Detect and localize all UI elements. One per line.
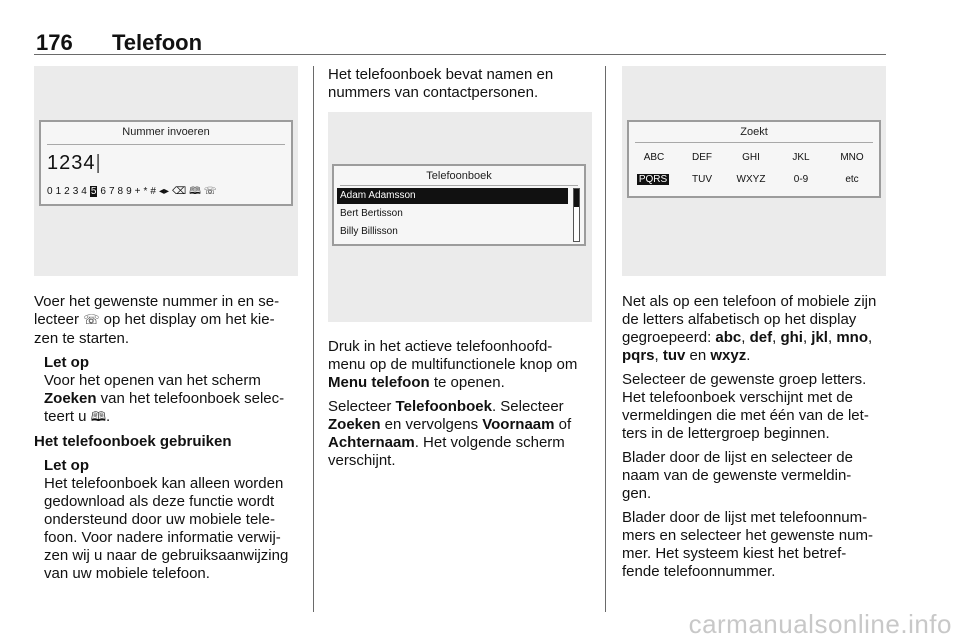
key[interactable]: 2: [64, 186, 70, 197]
text-line: lecteer: [34, 311, 80, 328]
text-line: foon. Voor nadere informatie verwij-: [44, 529, 281, 546]
subsection-heading: Het telefoonboek gebruiken: [34, 433, 232, 450]
key[interactable]: 5: [90, 186, 97, 197]
list-item[interactable]: Bert Bertisson: [340, 208, 403, 219]
letter-group[interactable]: JKL: [792, 152, 810, 163]
letter-group[interactable]: etc: [845, 174, 859, 185]
column-2-intro: [328, 66, 598, 102]
text-line: fende telefoonnummer.: [622, 563, 776, 580]
text-line: of: [554, 416, 572, 433]
text-line: de letters alfabetisch op het display: [622, 311, 857, 328]
text-line: Het telefoonboek bevat namen en: [328, 66, 554, 83]
letter-group-term: jkl: [811, 329, 828, 346]
scrollbar[interactable]: [573, 188, 580, 242]
key[interactable]: 8: [117, 186, 124, 197]
scroll-thumb[interactable]: [574, 189, 579, 207]
menu-term: Achternaam: [328, 434, 415, 451]
phone-icon: ☏: [83, 313, 100, 328]
letter-group[interactable]: MNO: [840, 152, 864, 163]
text-line: Voor het openen van het scherm: [44, 372, 261, 389]
letter-group-term: pqrs: [622, 347, 655, 364]
text-line: Druk in het actieve telefoonhoofd-: [328, 338, 553, 355]
text-line: en vervolgens: [380, 416, 483, 433]
key[interactable]: *: [143, 186, 148, 197]
watermark: carmanualsonline.info: [688, 609, 952, 639]
text-line: te openen.: [429, 374, 505, 391]
key[interactable]: 0: [47, 186, 53, 197]
text-line: menu op de multifunctionele knop om: [328, 356, 578, 373]
screen-divider: [47, 144, 285, 145]
display-search: [627, 120, 881, 198]
text-line: en: [689, 347, 707, 364]
menu-term: Voornaam: [482, 416, 555, 433]
letter-group[interactable]: ABC: [643, 152, 665, 163]
text-line: Net als op een telefoon of mobiele zijn: [622, 293, 877, 310]
text-line: zen te starten.: [34, 330, 130, 347]
menu-term: Zoeken: [44, 390, 97, 407]
note-heading: Let op: [44, 354, 89, 371]
letter-group-selected[interactable]: PQRS: [638, 174, 668, 185]
display-number-entry: [39, 120, 293, 206]
text-line: gedownload als deze functie wordt: [44, 493, 275, 510]
key[interactable]: 7: [108, 186, 115, 197]
text-line: zen wij u naar de gebruiksaanwijzing: [44, 547, 289, 564]
arrows-icon[interactable]: ◂▸: [158, 186, 169, 197]
phone-icon[interactable]: ☏: [203, 186, 217, 197]
key[interactable]: #: [150, 186, 156, 197]
list-item[interactable]: Adam Adamsson: [337, 188, 568, 204]
entered-number: 1234|: [47, 152, 102, 174]
letter-group-term: tuv: [662, 347, 686, 364]
screen-title: Zoekt: [740, 126, 768, 138]
text-line: naam van de gewenste vermeldin-: [622, 467, 852, 484]
key[interactable]: 1: [55, 186, 62, 197]
text-line: ondersteund door uw mobiele tele-: [44, 511, 275, 528]
key[interactable]: 6: [100, 186, 106, 197]
letter-group[interactable]: GHI: [742, 152, 760, 163]
text-line: van uw mobiele telefoon.: [44, 565, 210, 582]
letter-group-term: ghi: [780, 329, 803, 346]
text-line: nummers van contactpersonen.: [328, 84, 539, 101]
number-keyboard: [47, 184, 219, 201]
column-2-text: [328, 338, 600, 476]
column-1-text: Voer het gewenste nummer in en se- lecteer ☏ op het display om het kie- zen te starten. Let op Voor het openen van het scherm Zoeken van het telefoonboek selec- teert u 🕮. Het telefoonboek gebruiken Let op Het telefoonboek kan alleen worden gedownload als deze functie wordt ondersteund door uw mobiele tele- foon. Voor nadere informatie verwij- zen wij u naar de gebruiksaanwijzing van uw mobiele telefoon.: [34, 293, 289, 582]
text-line: . Het volgende scherm: [414, 434, 565, 451]
menu-term: Menu telefoon: [328, 374, 430, 391]
column-divider: [313, 66, 314, 612]
text-line: vermeldingen die met één van de let-: [622, 407, 869, 424]
text-line: gen.: [622, 485, 652, 502]
key[interactable]: 4: [81, 186, 87, 197]
screen-divider: [340, 185, 578, 186]
screen-divider: [635, 142, 873, 143]
text-line: van het telefoonboek selec-: [96, 390, 285, 407]
figure-phonebook: [328, 112, 592, 322]
text-line: mers en selecteer het gewenste num-: [622, 527, 873, 544]
menu-term: Telefoonboek: [395, 398, 492, 415]
letter-group[interactable]: 0-9: [793, 174, 809, 185]
text-line: mer. Het systeem kiest het betref-: [622, 545, 847, 562]
letter-group-term: mno: [836, 329, 868, 346]
list-item[interactable]: Billy Billisson: [340, 226, 398, 237]
screen-title: Telefoonboek: [426, 170, 492, 182]
column-divider: [605, 66, 606, 612]
text-line: . Selecteer: [491, 398, 564, 415]
key[interactable]: 3: [72, 186, 79, 197]
page-number: 176: [36, 30, 73, 55]
display-phonebook: [332, 164, 586, 246]
key[interactable]: 9: [126, 186, 132, 197]
letter-group[interactable]: WXYZ: [736, 174, 766, 185]
text-line: Het telefoonboek verschijnt met de: [622, 389, 853, 406]
letter-group[interactable]: DEF: [692, 152, 712, 163]
text-line: Selecteer: [328, 398, 396, 415]
text-line: teert u: [44, 408, 87, 425]
text-line: gegroepeerd:: [622, 329, 716, 346]
key[interactable]: +: [134, 186, 141, 197]
column-3-text: Net als op een telefoon of mobiele zijn de letters alfabetisch op het display gegroepeerd: abc, def, ghi, jkl, mno, pqrs, tuv en wxyz. Selecteer de gewenste groep letters. Het telefoonboek verschijnt met de vermeldingen die met één van de let- ters in de lettergroep beginnen. Blader door de lijst en selecteer de naam van de gewenste vermeldin- gen. Blader door de lijst met telefoonnum- mers en selecteer het gewenste num- mer. Het systeem kiest het betref- fende telefoonnummer.: [622, 293, 877, 580]
screen-title: Nummer invoeren: [122, 126, 210, 138]
section-title: Telefoon: [112, 30, 203, 55]
text-line: Blader door de lijst en selecteer de: [622, 449, 853, 466]
letter-group-term: def: [749, 329, 773, 346]
letter-group-term: wxyz: [710, 347, 747, 364]
text-line: Het telefoonboek kan alleen worden: [44, 475, 284, 492]
letter-group[interactable]: TUV: [692, 174, 712, 185]
note-heading: Let op: [44, 457, 89, 474]
backspace-icon[interactable]: ⌫: [171, 186, 187, 197]
text-line: verschijnt.: [328, 452, 396, 469]
menu-term: Zoeken: [328, 416, 381, 433]
phonebook-icon: 🕮: [90, 410, 107, 425]
page-header: [34, 30, 886, 55]
letter-group-term: abc: [715, 329, 742, 346]
phonebook-icon[interactable]: 🕮: [189, 186, 201, 197]
figure-number-entry: [34, 66, 298, 276]
text-line: Blader door de lijst met telefoonnum-: [622, 509, 868, 526]
text-line: ters in de lettergroep beginnen.: [622, 425, 830, 442]
figure-search: [622, 66, 886, 276]
text-line: Selecteer de gewenste groep letters.: [622, 371, 867, 388]
text-line: Voer het gewenste nummer in en se-: [34, 293, 280, 310]
text-line: op het display om het kie-: [103, 311, 275, 328]
